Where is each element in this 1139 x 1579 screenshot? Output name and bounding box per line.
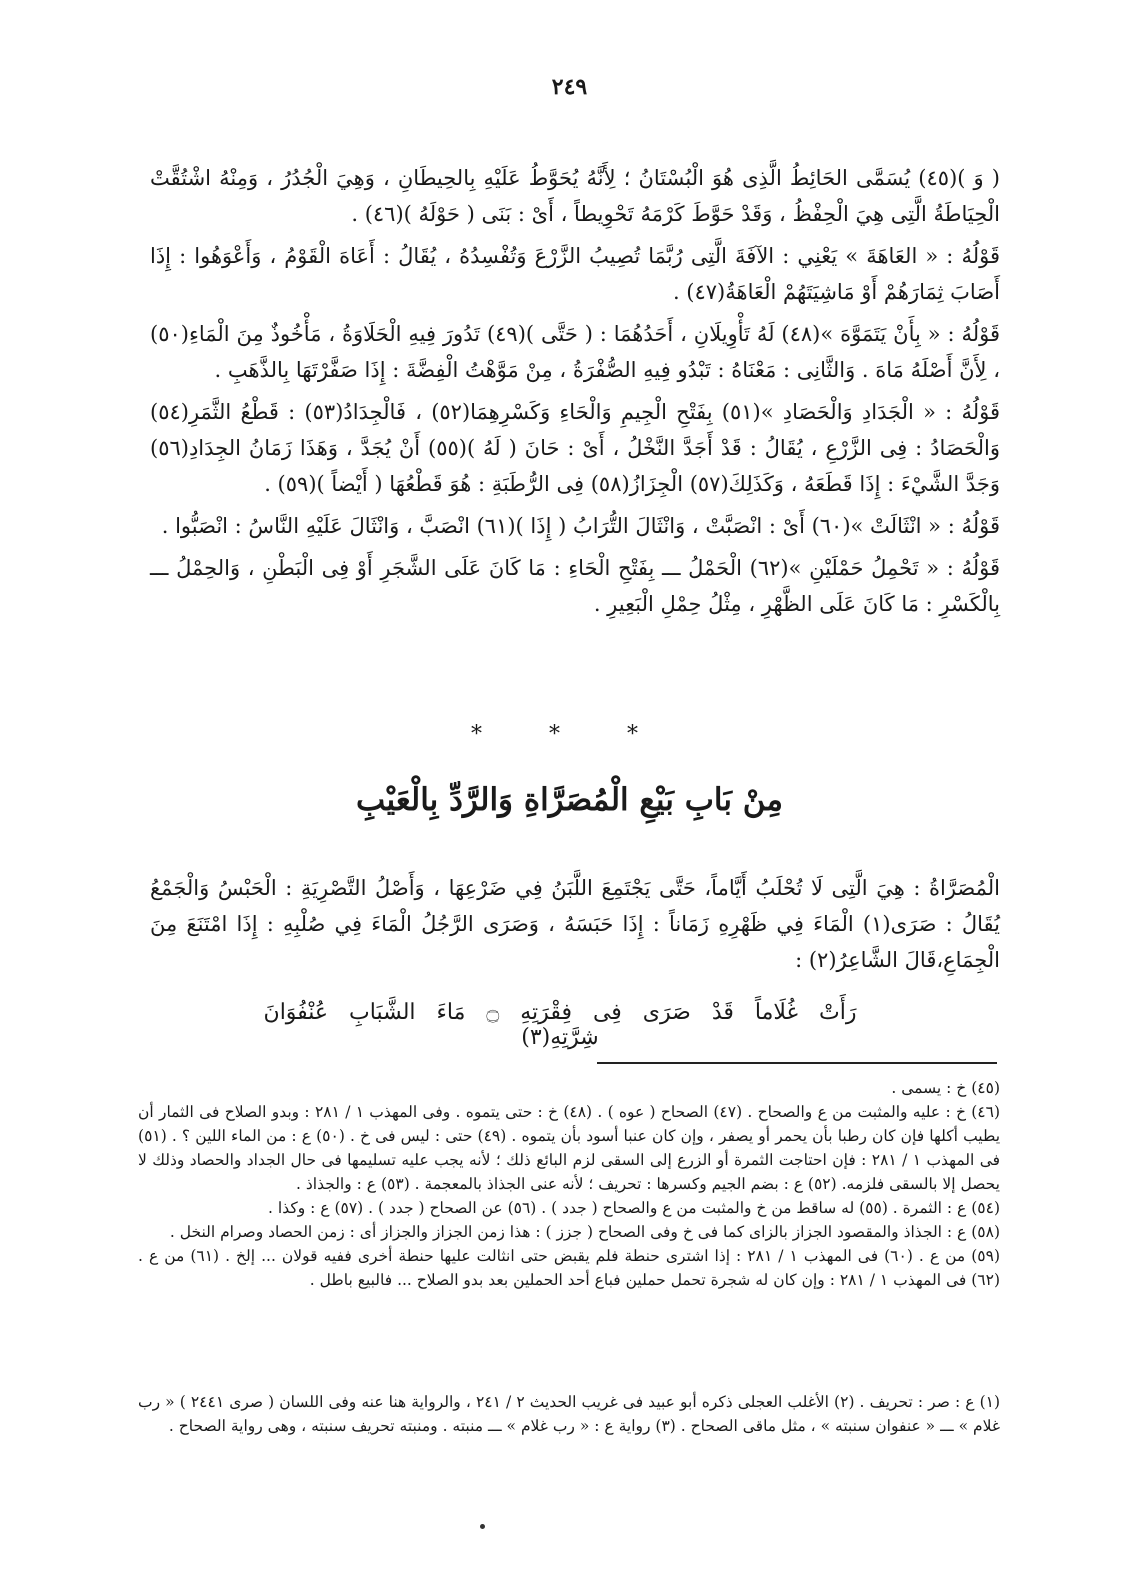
footnote-line: (٥٩) من ع . (٦٠) فى المهذب ١ / ٢٨١ : إذا اشترى حنطة فلم يقبض حتى انثالت عليها حنطة أخرى ففيه قولان ... إلخ . (٦١) من ع . (٦٢) فى المهذب ١ / ٢٨١ : وإن كان له شجرة تحمل حملين فباع أحد الحملين بعد بدو الصلاح ... فالبيع باطل .: [138, 1247, 1000, 1289]
paragraph-5: قَوْلُهُ : « انْثَالَتْ »(٦٠) أَىْ : انْصَبَّتْ ، وَانْثَالَ التُّرَابُ ( إِذَا )(٦١) انْصَبَّ ، وَانْثَالَ عَلَيْهِ النَّاسُ : انْصَبُّوا .: [161, 514, 1000, 538]
footnote-line: (٥٨) ع : الجذاذ والمقصود الجزاز بالزاى كما فى خ وفى الصحاح ( جزز ) : هذا زمن الجزاز والجزاز أى : زمن الحصاد وصرام النخل .: [169, 1223, 1000, 1241]
footnote-line: (٤٥) خ : يسمى .: [891, 1079, 1000, 1097]
footnote-line: (٥٤) ع : الثمرة . (٥٥) له ساقط من خ والمثبت من ع والصحاح ( جدد ) . (٥٦) عن الصحاح ( جدد ) . (٥٧) ع : وكذا .: [268, 1199, 1000, 1217]
paragraph-3: قَوْلُهُ : « بِأَنْ يَتَمَوَّهَ »(٤٨) لَهُ تَأْوِيلَانِ ، أَحَدُهُمَا : ( حَتَّى )(٤٩) تَدُورَ فِيهِ الْحَلَاوَةُ ، مَأْخُوذٌ مِنَ الْمَاءِ(٥٠) ، لِأَنَّ أَصْلَهُ مَاهَ . وَالثَّانِى : مَعْنَاهُ : تَبْدُو فِيهِ الصُّفْرَةُ ، مِنْ مَوَّهْتُ الْفِضَّةَ : إِذَا صَفَّرْتَهَا بِالذَّهَبِ .: [150, 322, 1000, 382]
paragraph-6: قَوْلُهُ : « تَحْمِلُ حَمْلَيْنِ »(٦٢) الْحَمْلُ ـــ بِفَتْحِ الْحَاءِ : مَا كَانَ عَلَى الشَّجَرِ أَوْ فِى الْبَطْنِ ، وَالحِمْلُ ـــ بِالْكَسْرِ : مَا كَانَ عَلَى الظَّهْرِ ، مِثْلُ حِمْلِ الْبَعِيرِ .: [150, 556, 1000, 616]
footnote-line: (٤٦) خ : عليه والمثبت من ع والصحاح . (٤٧) الصحاح ( عوه ) . (٤٨) خ : حتى يتموه . وفى المهذب ١ / ٢٨١ : وبدو الصلاح فى الثمار أن يطيب أكلها فإن كان رطبا بأن يحمر أو يصفر ، وإن كان عنبا أسود بأن يتموه . (٤٩) حتى : ليس فى خ . (٥٠) ع : من الماء اللين ؟ . (٥١) فى المهذب ١ / ٢٨١ : فإن احتاجت الثمرة أو الزرع إلى السقى لزم البائع ذلك ؛ لأنه يجب عليه تسليمها فى حال الجداد والحصاد وذلك لا يحصل إلا بالسقى فلزمه. (٥٢) ع : بضم الجيم وكسرها : تحريف ؛ لأنه عنى الجذاذ بالمعجمة . (٥٣) ع : والجذاذ .: [138, 1103, 1001, 1193]
footnotes-main: [138, 1076, 1000, 1292]
paragraph-4: قَوْلُهُ : « الْجَدَادِ وَالْحَصَادِ »(٥١) بِفَتْحِ الْجِيمِ وَالْحَاءِ وَكَسْرِهِمَا(٥٢) ، فَالْجِدَادُ(٥٣) : قَطْعُ الثَّمَرِ(٥٤) وَالْحَصَادُ : فِى الزَّرْعِ ، يُقَالُ : قَدْ أَجَدَّ النَّخْلُ ، أَىْ : حَانَ ( لَهُ )(٥٥) أَنْ يُجَدَّ ، وَهَذَا زَمَانُ الجِدَادِ(٥٦) وَجَدَّ الشَّيْءَ : إِذَا قَطَعَهُ ، وَكَذَلِكَ(٥٧) الْجِزَازُ(٥٨) فِى الرُّطَبَةِ : هُوَ قَطْعُهَا ( أَيْضاً )(٥٩) .: [150, 400, 1000, 496]
paragraph-2: قَوْلُهُ : « العَاهَةَ » يَعْنِي : الآفَةَ الَّتِى رُبَّمَا تُصِيبُ الزَّرْعَ وَتُفْسِدُهُ ، يُقَالُ : أَعَاهَ الْقَوْمُ ، وَأَعْوَهُوا : إِذَا أَصَابَ ثِمَارَهُمْ أَوْ مَاشِيَتَهُمْ الْعَاهَةُ(٤٧) .: [150, 244, 1000, 304]
main-text: [150, 160, 1000, 628]
paragraph-1: ( وَ )(٤٥) يُسَمَّى الحَائِطُ الَّذِى هُوَ الْبُسْتَانُ ؛ لِأَنَّهُ يُحَوَّطُ عَلَيْهِ بِالحِيطَانِ ، وَهِيَ الْجُدُرُ ، وَمِنْهُ اشْتُقَّتْ الْحِيَاطَةُ الَّتِى هِيَ الْحِفْظُ ، وَقَدْ حَوَّطَ كَرْمَهُ تَحْوِيطاً ، أَىْ : بَنَى ( حَوْلَهُ )(٤٦) .: [150, 166, 1000, 226]
chapter-paragraph: الْمُصَرَّاةُ : هِيَ الَّتِى لَا تُحْلَبُ أَيَّاماً، حَتَّى يَجْتَمِعَ اللَّبَنُ فِي ضَرْعِهَا ، وَأَصْلُ التَّصْرِيَةِ : الْحَبْسُ وَالْجَمْعُ يُقَالُ : صَرَى(١) الْمَاءَ فِي ظَهْرِهِ زَمَاناً : إِذَا حَبَسَهُ ، وَصَرَى الرَّجُلُ الْمَاءَ فِي صُلْبِهِ : إِذَا امْتَنَعَ مِنَ الْجِمَاعِ،قَالَ الشَّاعِرُ(٢) :: [150, 876, 1000, 972]
chapter-title: مِنْ بَابِ بَيْعِ الْمُصَرَّاةِ وَالرَّدِّ بِالْعَيْبِ: [356, 782, 783, 818]
page-mark: [480, 1524, 485, 1529]
chapter-text: [150, 870, 1000, 984]
poetry-verse: رَأَتْ غُلَاماً قَدْ صَرَى فِى فِقْرَتِهِ ۝ مَاءَ الشَّبَابِ عُنْفُوَانَ شِرَّتِهِ(٣): [263, 1000, 857, 1050]
section-separator: * * *: [471, 722, 668, 747]
footnote-line: (١) ع : صر : تحريف . (٢) الأغلب العجلى ذكره أبو عبيد فى غريب الحديث ٢ / ٢٤١ ، والرواية هنا عنه وفى اللسان ( صرى ٢٤٤١ ) « رب غلام » ـــ « عنفوان سنبته » ، مثل ماقى الصحاح . (٣) رواية ع : « رب غلام » ـــ منبته . ومنبته تحريف سنبته ، وهى رواية الصحاح .: [138, 1393, 1001, 1435]
footnote-divider: [597, 1062, 997, 1064]
footnotes-chapter: [138, 1390, 1000, 1438]
page-number: ٢٤٩: [551, 74, 588, 100]
